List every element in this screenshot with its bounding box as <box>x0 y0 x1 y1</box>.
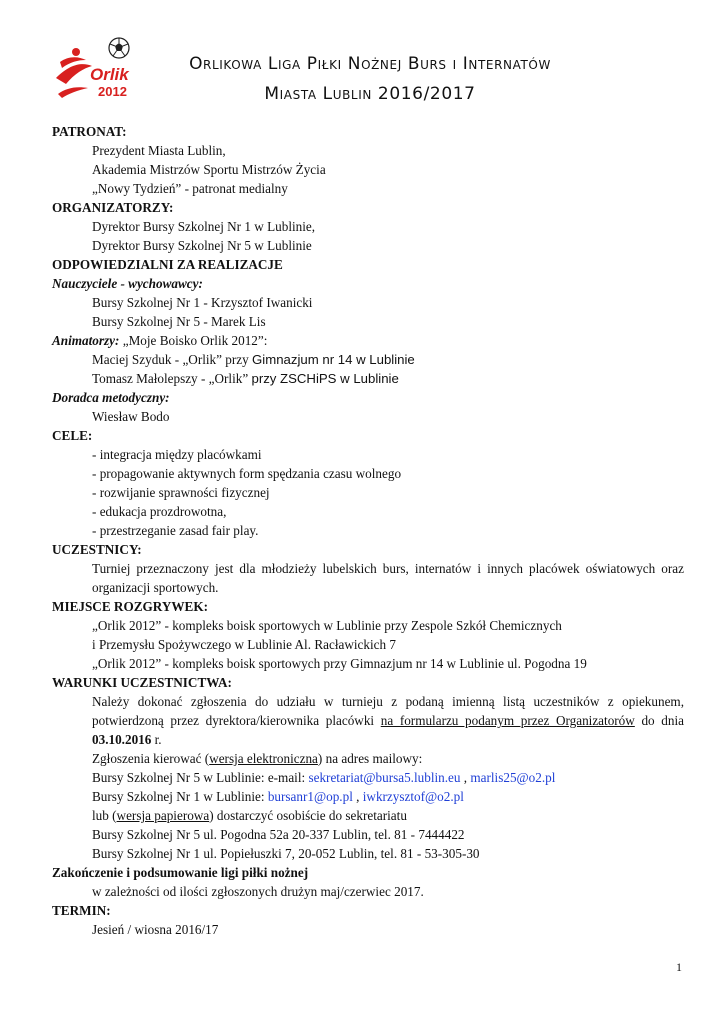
miejsce-line: „Orlik 2012” - kompleks boisk sportowych w Lublinie przy Zespole Szkół Chemicznych <box>92 618 562 633</box>
email-link-marlis[interactable]: marlis25@o2.pl <box>470 770 556 785</box>
warunki-paragraph <box>52 692 684 749</box>
warunki-p2-text: Zgłoszenia kierować ( <box>92 751 210 766</box>
orlik-2012-logo <box>52 36 144 100</box>
separator: , <box>460 770 471 785</box>
odpowiedzialni-heading: ODPOWIEDZIALNI ZA REALIZACJE <box>52 257 283 272</box>
warunki-p5-text2: ) dostarczyć osobiście do sekretariatu <box>209 808 407 823</box>
animator1-name: Maciej Szyduk - „Orlik” przy <box>92 352 253 367</box>
runner-figure-icon <box>56 48 92 98</box>
warunki-line <box>52 768 684 787</box>
soccer-ball-icon <box>109 38 129 58</box>
uczestnicy-text: Turniej przeznaczony jest dla młodzieży lubelskich burs, internatów i innych placówek oświatowych oraz organizacji sportowych. <box>92 561 684 595</box>
uczestnicy-heading: UCZESTNICY: <box>52 542 142 557</box>
animatorzy-label: Animatorzy: <box>52 333 120 348</box>
miejsce-line: „Orlik 2012” - kompleks boisk sportowych przy Gimnazjum nr 14 w Lublinie ul. Pogodna 19 <box>92 656 587 671</box>
patronat-heading: PATRONAT: <box>52 124 127 139</box>
organizatorzy-heading: ORGANIZATORZY: <box>52 200 174 215</box>
animator2-name: Tomasz Małolepszy - „Orlik” <box>92 371 252 386</box>
organizator-item: Dyrektor Bursy Szkolnej Nr 1 w Lublinie, <box>92 219 316 234</box>
warunki-p2-text2: ) na adres mailowy: <box>317 751 423 766</box>
animator-item <box>52 350 684 369</box>
nauczyciel-item: Bursy Szkolnej Nr 1 - Krzysztof Iwanicki <box>92 295 313 310</box>
organizator-item: Dyrektor Bursy Szkolnej Nr 5 w Lublinie <box>92 238 312 253</box>
email-link-iwkrzysztof[interactable]: iwkrzysztof@o2.pl <box>362 789 464 804</box>
svg-text:Orlik: Orlik <box>90 65 129 84</box>
document-body <box>52 122 684 939</box>
orlik-logo-graphic <box>52 36 144 100</box>
miejsce-line: i Przemysłu Spożywczego w Lublinie Al. Racławickich 7 <box>92 637 396 652</box>
document-title-line1: Orlikowa Liga Piłki Nożnej Burs i Internatów <box>189 54 551 74</box>
patronat-item: Prezydent Miasta Lublin, <box>92 143 226 158</box>
miejsce-heading: MIEJSCE ROZGRYWEK: <box>52 599 208 614</box>
nauczyciel-item: Bursy Szkolnej Nr 5 - Marek Lis <box>92 314 266 329</box>
termin-heading: TERMIN: <box>52 903 111 918</box>
doradca-name: Wiesław Bodo <box>92 409 170 424</box>
wersja-papierowa: wersja papierowa <box>116 808 210 823</box>
svg-text:2012: 2012 <box>98 84 127 99</box>
warunki-p1-text: Należy dokonać zgłoszenia do udziału w turnieju z podaną imienną listą uczestników z opiekunem, potwierdzoną przez dyrektora/kierownika placówki <box>92 694 684 728</box>
patronat-item: „Nowy Tydzień” - patronat medialny <box>92 181 288 196</box>
page-number: 1 <box>676 960 682 974</box>
animator1-place: Gimnazjum nr 14 w Lublinie <box>252 352 415 367</box>
bursa5-email-label: Bursy Szkolnej Nr 5 w Lublinie: e-mail: <box>92 770 309 785</box>
deadline-date: 03.10.2016 <box>92 732 152 747</box>
email-link-bursanr1[interactable]: bursanr1@op.pl <box>267 789 353 804</box>
warunki-line <box>52 787 684 806</box>
address-line: Bursy Szkolnej Nr 5 ul. Pogodna 52a 20-337 Lublin, tel. 81 - 7444422 <box>92 827 465 842</box>
cel-item: - propagowanie aktywnych form spędzania czasu wolnego <box>92 466 402 481</box>
cele-heading: CELE: <box>52 428 93 443</box>
animator-item <box>52 369 684 388</box>
separator: , <box>352 789 363 804</box>
patronat-item: Akademia Mistrzów Sportu Mistrzów Życia <box>92 162 326 177</box>
nauczyciele-label: Nauczyciele - wychowawcy: <box>52 276 203 291</box>
cel-item: - integracja między placówkami <box>92 447 262 462</box>
cel-item: - edukacja prozdrowotna, <box>92 504 227 519</box>
cel-item: - przestrzeganie zasad fair play. <box>92 523 259 538</box>
bursa1-email-label: Bursy Szkolnej Nr 1 w Lublinie: <box>92 789 268 804</box>
address-line: Bursy Szkolnej Nr 1 ul. Popiełuszki 7, 20-052 Lublin, tel. 81 - 53-305-30 <box>92 846 480 861</box>
warunki-heading: WARUNKI UCZESTNICTWA: <box>52 675 232 690</box>
zakonczenie-heading: Zakończenie i podsumowanie ligi piłki nożnej <box>52 865 309 880</box>
warunki-p1-text3: r. <box>151 732 162 747</box>
animator2-place: przy ZSCHiPS w Lublinie <box>251 371 399 386</box>
doradca-label: Doradca metodyczny: <box>52 390 170 405</box>
cel-item: - rozwijanie sprawności fizycznej <box>92 485 270 500</box>
zakonczenie-text: w zależności od ilości zgłoszonych drużyn maj/czerwiec 2017. <box>92 884 424 899</box>
document-title-line2: Miasta Lublin 2016/2017 <box>264 84 476 104</box>
warunki-p1-text2: do dnia <box>634 713 684 728</box>
animatorzy-line <box>52 331 684 350</box>
warunki-line <box>52 749 684 768</box>
warunki-p5-text: lub ( <box>92 808 117 823</box>
formularz-underlined: na formularzu podanym przez Organizatorów <box>380 713 635 728</box>
warunki-line <box>52 806 684 825</box>
email-link-sekretariat[interactable]: sekretariat@bursa5.lublin.eu <box>308 770 461 785</box>
animatorzy-text: „Moje Boisko Orlik 2012”: <box>119 333 268 348</box>
wersja-elektroniczna: wersja elektroniczna <box>209 751 318 766</box>
termin-text: Jesień / wiosna 2016/17 <box>92 922 219 937</box>
